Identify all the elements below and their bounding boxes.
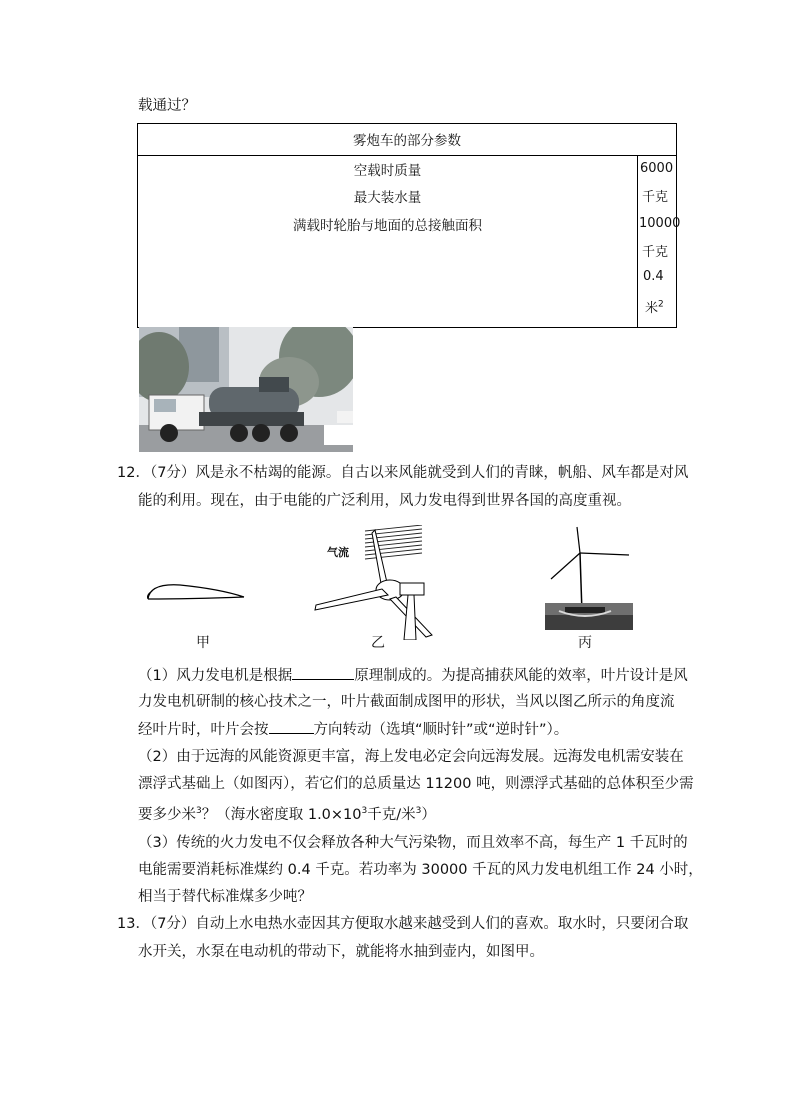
figure-wind-turbine [310, 525, 440, 640]
question-continuation: 载通过？ [138, 98, 196, 114]
param-empty-mass: 空载时质量 [353, 163, 422, 179]
q13-line-1: 13．（7分）自动上水电热水壶因其方便取水越来越受到人们的喜欢。取水时，只要闭合取 [117, 916, 689, 932]
q12-p3-line-2: 电能需要消耗标准煤约 0.4 千克。若功率为 30000 千瓦的风力发电机组工作 24 小时， [138, 862, 703, 878]
q12-p3-line-3: 相当于替代标准煤多少吨？ [138, 889, 312, 905]
answer-blank-direction[interactable] [269, 719, 314, 734]
value-0-4: 0.4 [643, 269, 664, 284]
value-6000: 6000 [640, 161, 674, 176]
value-unit-m2: 米$^2$ [645, 299, 664, 316]
q12-p1-line-3: 经叶片时，叶片会按 方向转动（选填“顺时针”或“逆时针”）。 [138, 719, 568, 740]
param-max-water: 最大装水量 [353, 190, 422, 206]
value-kg-2: 千克 [642, 245, 669, 260]
figure-label-jia: 甲 [196, 635, 210, 651]
figure-offshore-turbine [545, 525, 635, 630]
param-contact-area: 满载时轮胎与地面的总接触面积 [293, 218, 482, 234]
q12-line-1: 12．（7分）风是永不枯竭的能源。自古以来风能就受到人们的青睐，帆船、风车都是对风 [117, 465, 689, 481]
value-kg-1: 千克 [642, 190, 669, 205]
airflow-label: 气流 [327, 546, 349, 559]
q12-p1-line-1: （1）风力发电机是根据 原理制成的。为提高捕获风能的效率，叶片设计是风 [138, 665, 688, 686]
q13-line-2: 水开关，水泵在电动机的带动下，就能将水抽到壶内，如图甲。 [138, 944, 544, 960]
figure-label-bing: 丙 [578, 635, 592, 651]
figure-airfoil [140, 575, 250, 605]
q12-line-2: 能的利用。现在，由于电能的广泛利用，风力发电得到世界各国的高度重视。 [138, 493, 631, 509]
q12-p2-line-3: 要多少米$^3$？（海水密度取 $1.0\times 10^3$千克/米$^3$） [138, 806, 436, 823]
q12-p2-line-2: 漂浮式基础上（如图丙），若它们的总质量达 11200 吨，则漂浮式基础的总体积至少需 [138, 776, 694, 792]
q12-p1-line-2: 力发电机研制的核心技术之一，叶片截面制成图甲的形状，当风以图乙所示的角度流 [138, 694, 675, 710]
table-title: 雾炮车的部分参数 [353, 133, 461, 149]
answer-blank-principle[interactable] [292, 665, 354, 680]
q12-p3-line-1: （3）传统的火力发电不仅会释放各种大气污染物，而且效率不高，每生产 1 千瓦时的 [138, 835, 688, 851]
table-column-divider [637, 155, 638, 327]
params-table [137, 123, 681, 328]
table-divider [138, 155, 676, 156]
q12-p2-line-1: （2）由于远海的风能资源更丰富，海上发电必定会向远海发展。远海发电机需安装在 [138, 749, 684, 765]
figure-label-yi: 乙 [371, 635, 385, 651]
value-10000: 10000 [639, 216, 681, 231]
fog-cannon-truck-photo [139, 327, 353, 452]
